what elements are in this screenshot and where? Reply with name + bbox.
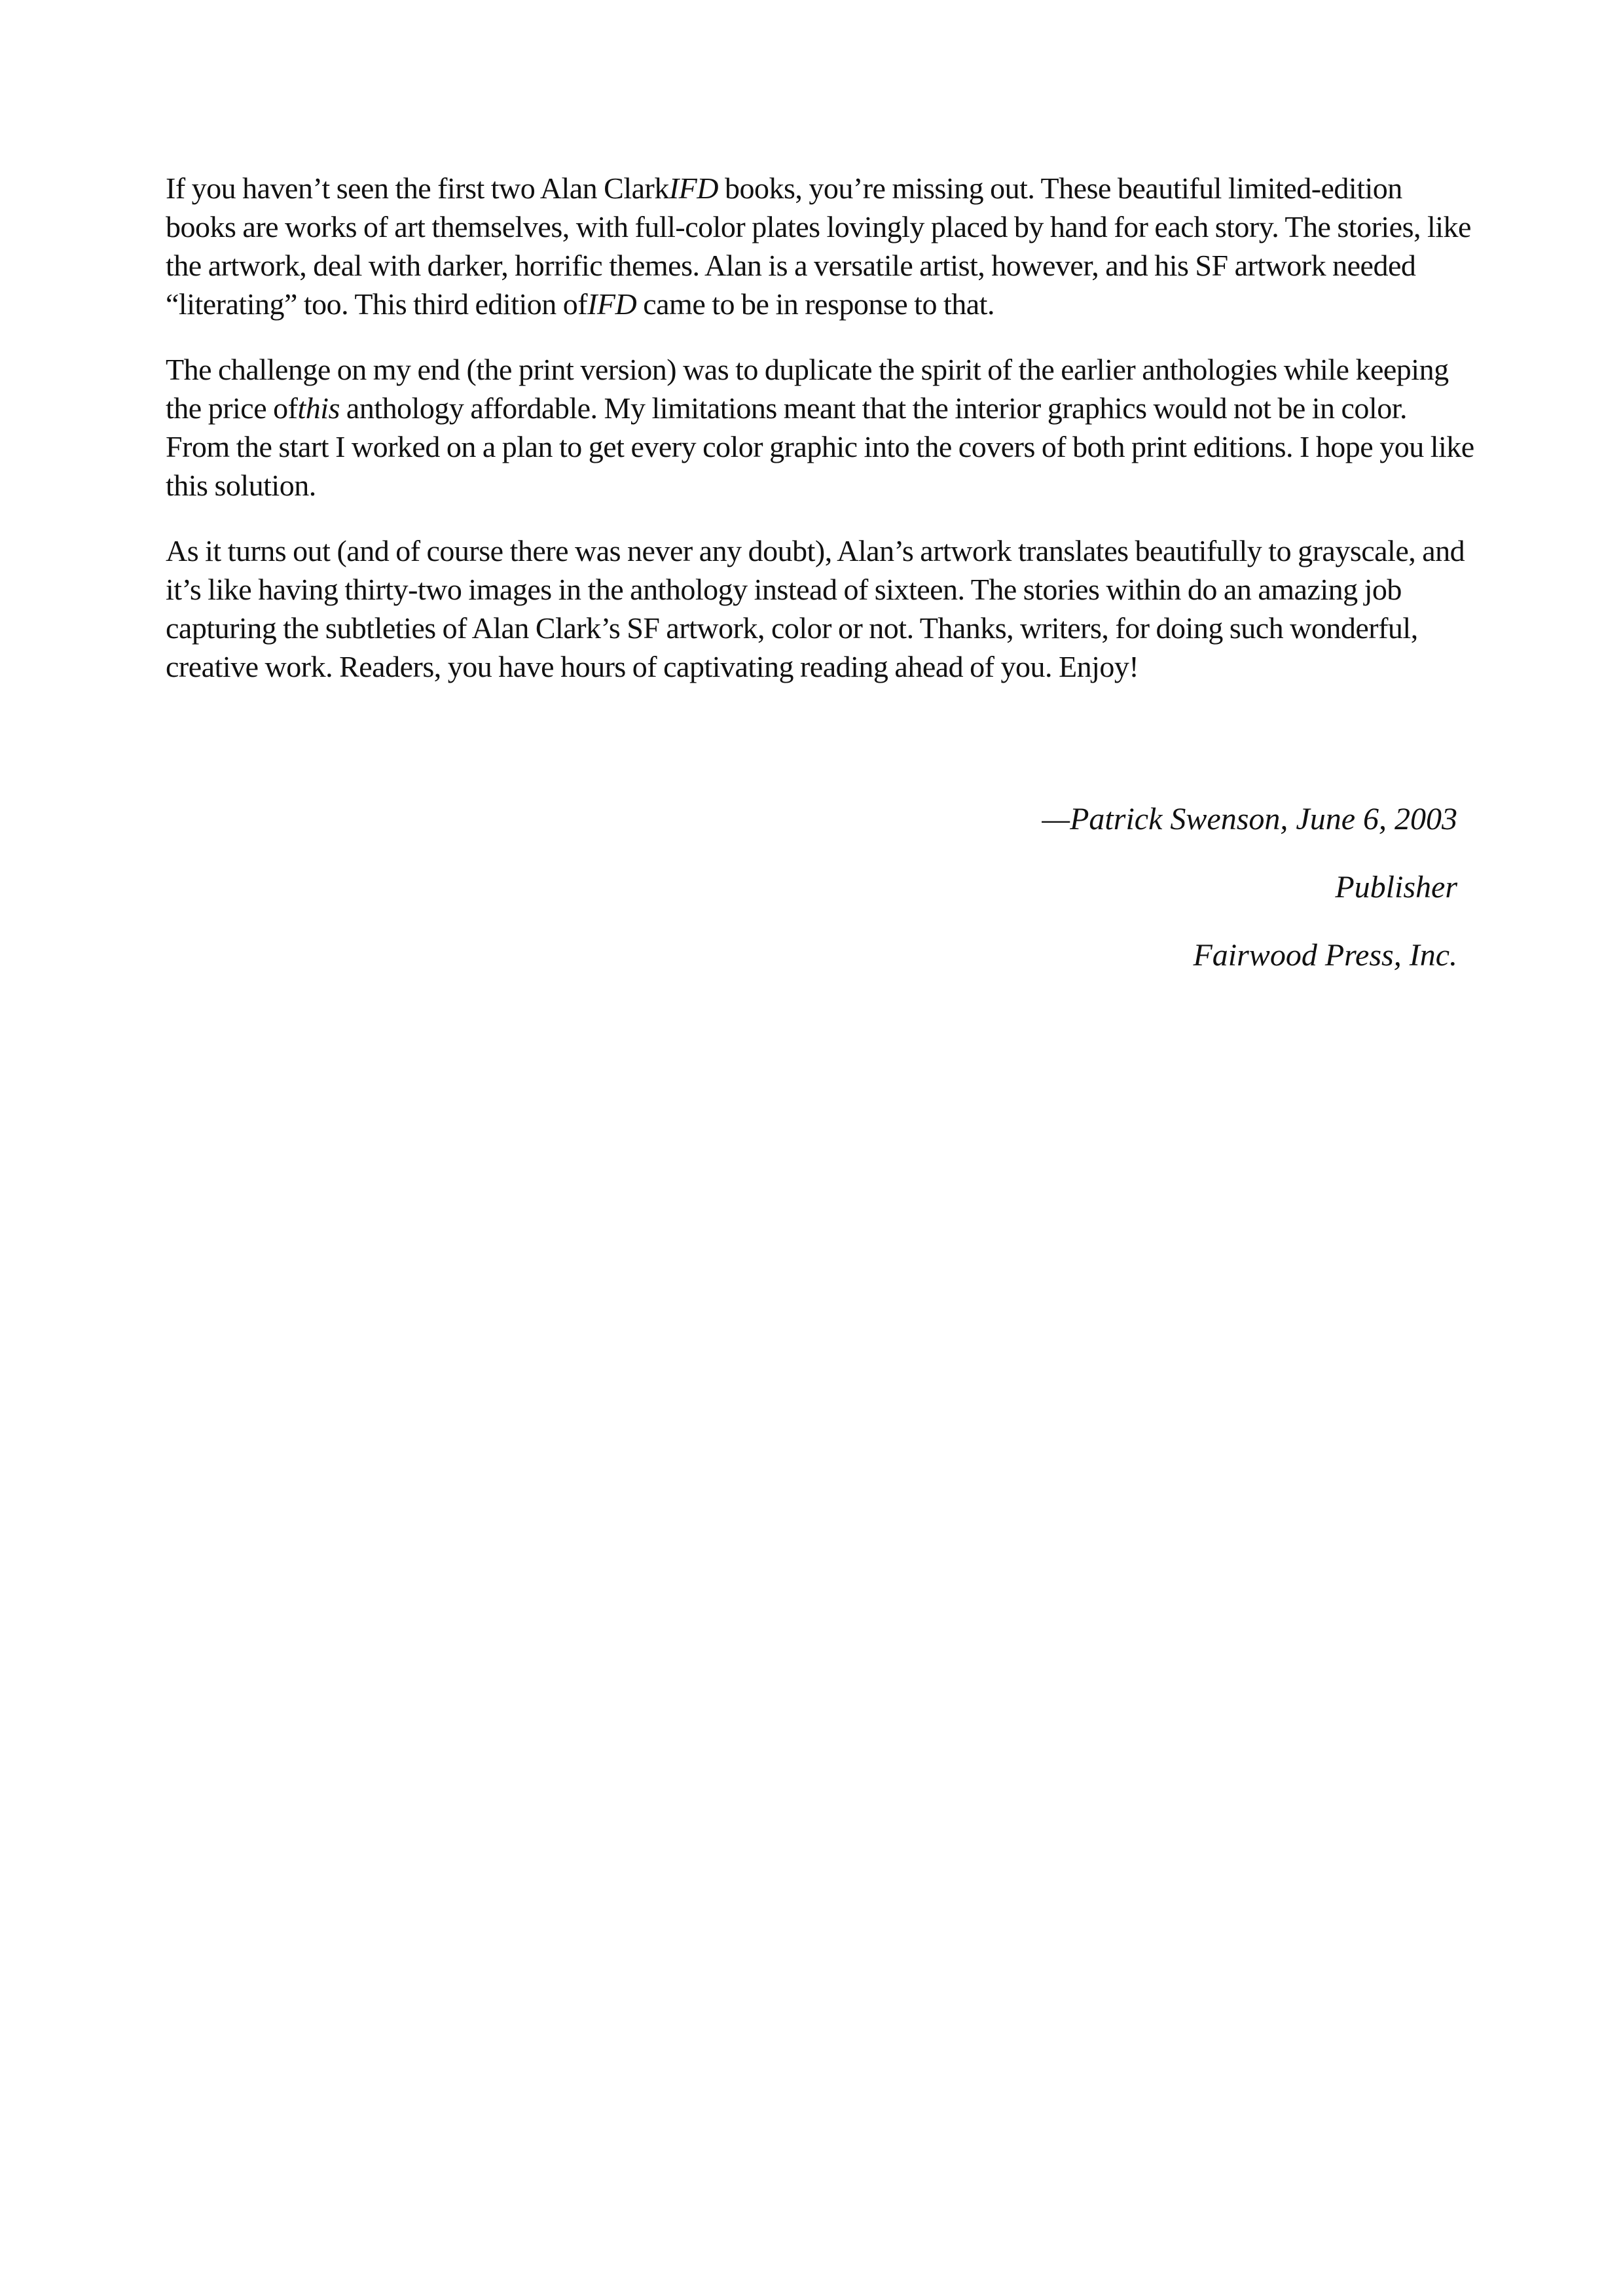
text-run: The challenge on my end (the print version) was to duplicate the spirit of the earlier anthologies while keeping the price of [166, 353, 1449, 425]
paragraph-conclusion [166, 531, 1475, 686]
text-run: books, you’re missing out. These beautiful limited-edition books are works of art themselves, with full-color plates lovingly placed by hand for each story. The stories, like the artwork, deal with darker, horrific themes. Alan is a versatile artist, however, and his SF artwork needed “literating” too. This third edition of [166, 171, 1471, 321]
text-run: came to be in response to that. [636, 287, 994, 321]
text-run-italic: IFD [587, 287, 637, 321]
text-run: If you haven’t seen the first two Alan Clark [166, 171, 669, 205]
text-run-italic: IFD [668, 171, 718, 205]
body-text [166, 169, 1475, 713]
signature-role: Publisher [1335, 870, 1457, 905]
text-run: As it turns out (and of course there was never any doubt), Alan’s artwork translates beautifully to grayscale, and it’s like having thirty-two images in the anthology instead of sixteen. The stories within do an amazing job capturing the subtleties of Alan Clark’s SF artwork, color or not. Thanks, writers, for doing such wonderful, creative work. Readers, you have hours of captivating reading ahead of you. Enjoy! [166, 534, 1465, 683]
paragraph-intro [166, 169, 1475, 323]
signature-organization: Fairwood Press, Inc. [1193, 938, 1457, 973]
text-run-italic: this [297, 391, 340, 425]
text-run: anthology affordable. My limitations meant that the interior graphics would not be in color. From the start I worked on a plan to get every color graphic into the covers of both print editions. I hope you like this solution. [166, 391, 1474, 502]
paragraph-challenge [166, 350, 1475, 505]
signature-author-line: —Patrick Swenson, June 6, 2003 [1042, 802, 1457, 836]
signature-block [541, 800, 1457, 1004]
